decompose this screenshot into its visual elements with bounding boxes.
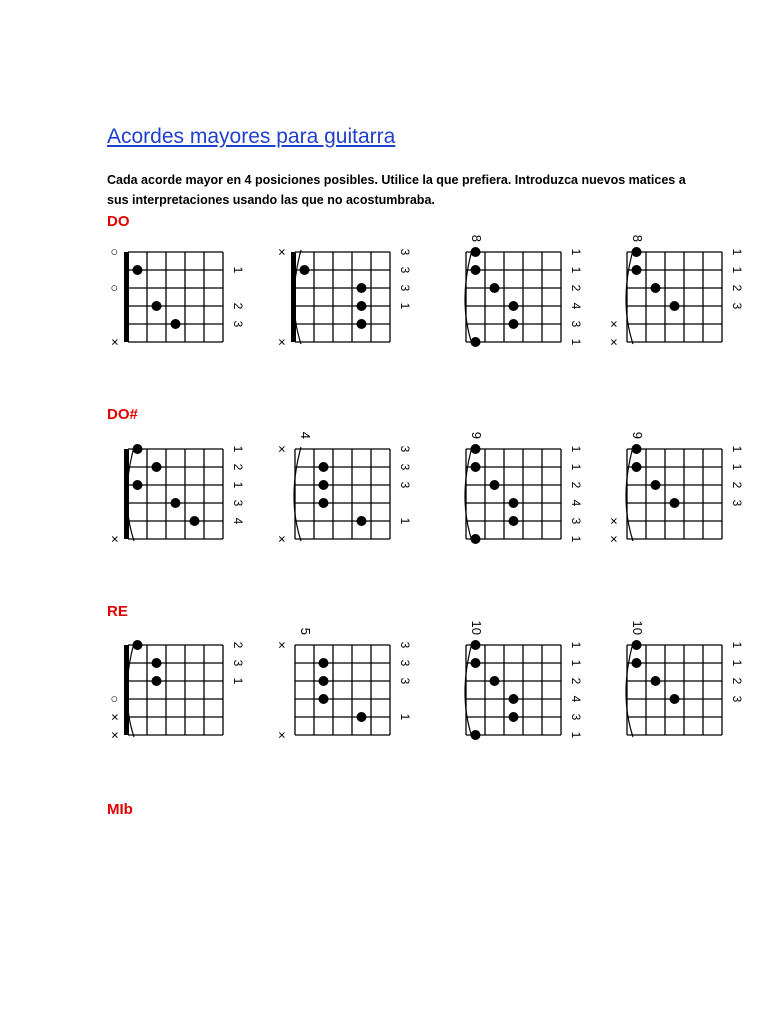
fret-number-label: 8 (469, 234, 484, 242)
finger-dot (509, 712, 519, 722)
finger-dot (651, 676, 661, 686)
finger-number: 1 (230, 445, 245, 453)
fret-number-label: 5 (298, 627, 313, 635)
finger-dot (471, 444, 481, 454)
finger-dot (152, 658, 162, 668)
finger-dot (490, 480, 500, 490)
fret-number-label: 4 (298, 431, 313, 439)
finger-dot (471, 658, 481, 668)
fret-number-label: 8 (630, 234, 645, 242)
finger-number: 1 (568, 248, 583, 256)
finger-dot (651, 283, 661, 293)
muted-string-icon: × (107, 713, 123, 721)
muted-string-icon: × (274, 248, 290, 256)
finger-number: 2 (729, 284, 744, 292)
finger-number: 4 (568, 302, 583, 310)
finger-number: 2 (230, 302, 245, 310)
barre-arc (626, 447, 633, 541)
open-string-icon: ○ (107, 248, 123, 256)
barre-arc (626, 250, 633, 344)
chord-name-re: RE (107, 603, 128, 620)
finger-dot (357, 283, 367, 293)
barre-arc (294, 250, 301, 344)
nut-bar (124, 645, 129, 735)
muted-string-icon: × (606, 320, 622, 328)
finger-number: 2 (568, 284, 583, 292)
muted-string-icon: × (107, 535, 123, 543)
finger-number: 1 (568, 445, 583, 453)
finger-dot (300, 265, 310, 275)
finger-dot (357, 301, 367, 311)
barre-arc (465, 250, 472, 344)
finger-number: 3 (397, 641, 412, 649)
finger-dot (471, 534, 481, 544)
muted-string-icon: × (107, 338, 123, 346)
chord-name-mib: MIb (107, 801, 133, 818)
finger-number: 3 (397, 445, 412, 453)
finger-number: 1 (729, 445, 744, 453)
muted-string-icon: × (274, 338, 290, 346)
page-title: Acordes mayores para guitarra (107, 125, 396, 148)
finger-dot (171, 498, 181, 508)
finger-dot (133, 265, 143, 275)
finger-number: 2 (568, 481, 583, 489)
finger-number: 1 (568, 266, 583, 274)
finger-number: 1 (397, 713, 412, 721)
muted-string-icon: × (274, 445, 290, 453)
finger-dot (171, 319, 181, 329)
finger-number: 1 (729, 659, 744, 667)
finger-number: 3 (397, 463, 412, 471)
fret-number-label: 10 (630, 620, 645, 635)
nut-bar (124, 449, 129, 539)
finger-number: 3 (568, 713, 583, 721)
finger-dot (632, 640, 642, 650)
muted-string-icon: × (606, 338, 622, 346)
finger-dot (632, 658, 642, 668)
finger-dot (357, 712, 367, 722)
finger-number: 1 (729, 248, 744, 256)
open-string-icon: ○ (107, 284, 123, 292)
finger-dot (509, 516, 519, 526)
finger-dot (133, 444, 143, 454)
muted-string-icon: × (274, 731, 290, 739)
finger-dot (133, 480, 143, 490)
finger-number: 2 (568, 677, 583, 685)
finger-dot (509, 694, 519, 704)
nut-bar (124, 252, 129, 342)
barre-arc (465, 447, 472, 541)
finger-number: 3 (729, 499, 744, 507)
finger-number: 1 (729, 641, 744, 649)
finger-dot (471, 462, 481, 472)
finger-dot (670, 301, 680, 311)
finger-dot (509, 498, 519, 508)
finger-number: 1 (568, 659, 583, 667)
finger-number: 1 (568, 641, 583, 649)
finger-number: 1 (230, 266, 245, 274)
finger-number: 3 (397, 248, 412, 256)
finger-dot (471, 247, 481, 257)
finger-dot (357, 319, 367, 329)
finger-dot (471, 337, 481, 347)
fret-number-label: 10 (469, 620, 484, 635)
finger-dot (632, 265, 642, 275)
muted-string-icon: × (107, 731, 123, 739)
finger-number: 3 (397, 284, 412, 292)
finger-dot (319, 498, 329, 508)
muted-string-icon: × (606, 535, 622, 543)
chord-name-do-sharp: DO# (107, 406, 138, 423)
barre-arc (465, 643, 472, 737)
finger-dot (133, 640, 143, 650)
finger-number: 4 (568, 695, 583, 703)
finger-number: 4 (568, 499, 583, 507)
finger-number: 4 (230, 517, 245, 525)
muted-string-icon: × (606, 517, 622, 525)
finger-number: 2 (729, 677, 744, 685)
finger-number: 3 (230, 320, 245, 328)
finger-number: 3 (729, 695, 744, 703)
finger-number: 1 (568, 731, 583, 739)
finger-number: 3 (568, 517, 583, 525)
finger-dot (509, 319, 519, 329)
finger-dot (509, 301, 519, 311)
open-string-icon: ○ (107, 695, 123, 703)
finger-number: 1 (568, 338, 583, 346)
finger-number: 3 (397, 659, 412, 667)
finger-dot (319, 480, 329, 490)
finger-number: 3 (230, 659, 245, 667)
barre-arc (626, 643, 633, 737)
finger-dot (471, 730, 481, 740)
finger-number: 3 (397, 266, 412, 274)
finger-number: 1 (230, 677, 245, 685)
finger-number: 1 (568, 535, 583, 543)
finger-number: 3 (397, 481, 412, 489)
finger-dot (632, 247, 642, 257)
finger-dot (490, 676, 500, 686)
finger-number: 1 (729, 463, 744, 471)
muted-string-icon: × (274, 535, 290, 543)
intro-paragraph: Cada acorde mayor en 4 posiciones posibles. Utilice la que prefiera. Introduzca nuevos matices a sus interpretaciones usando las que no acostumbraba. (107, 173, 686, 207)
muted-string-icon: × (274, 641, 290, 649)
finger-dot (471, 265, 481, 275)
finger-number: 1 (729, 266, 744, 274)
finger-number: 2 (230, 463, 245, 471)
finger-dot (357, 516, 367, 526)
chord-name-do: DO (107, 213, 130, 230)
finger-number: 1 (230, 481, 245, 489)
finger-number: 3 (729, 302, 744, 310)
barre-arc (127, 643, 134, 737)
finger-dot (490, 283, 500, 293)
finger-dot (670, 694, 680, 704)
nut-bar (291, 252, 296, 342)
fret-number-label: 9 (469, 431, 484, 439)
finger-dot (670, 498, 680, 508)
finger-dot (190, 516, 200, 526)
finger-dot (319, 462, 329, 472)
finger-dot (152, 301, 162, 311)
finger-number: 1 (397, 302, 412, 310)
finger-dot (632, 462, 642, 472)
finger-number: 3 (230, 499, 245, 507)
finger-dot (651, 480, 661, 490)
barre-arc (294, 447, 301, 541)
finger-dot (632, 444, 642, 454)
finger-number: 1 (397, 517, 412, 525)
finger-number: 2 (729, 481, 744, 489)
finger-dot (319, 658, 329, 668)
barre-arc (127, 447, 134, 541)
finger-number: 3 (568, 320, 583, 328)
finger-dot (471, 640, 481, 650)
finger-dot (319, 676, 329, 686)
finger-dot (152, 462, 162, 472)
fret-number-label: 9 (630, 431, 645, 439)
finger-number: 3 (397, 677, 412, 685)
finger-number: 2 (230, 641, 245, 649)
finger-dot (319, 694, 329, 704)
finger-number: 1 (568, 463, 583, 471)
finger-dot (152, 676, 162, 686)
